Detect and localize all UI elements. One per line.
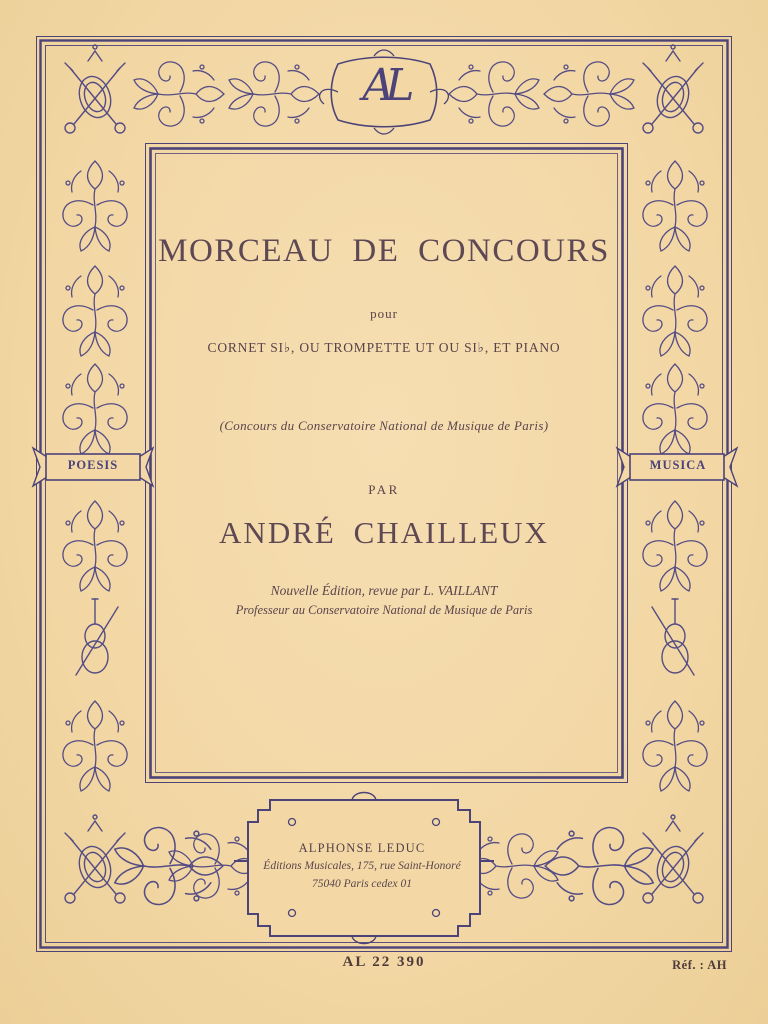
publisher-address-line2: 75040 Paris cedex 01 (312, 878, 412, 890)
publisher-name: ALPHONSE LEDUC (298, 841, 426, 855)
corner-trophy-icons (65, 45, 703, 903)
instrumentation-line: CORNET SI♭, OU TROMPETTE UT OU SI♭, ET PIANO (207, 340, 561, 355)
banner-poesis-label: POESIS (67, 458, 119, 472)
edition-note: Nouvelle Édition, revue par L. VAILLANT (270, 583, 498, 598)
par-label: PAR (368, 482, 400, 497)
contest-note: (Concours du Conservatoire National de Musique de Paris) (219, 418, 549, 433)
banner-musica-label: MUSICA (649, 458, 707, 472)
publisher-address-line1: Éditions Musicales, 175, rue Saint-Honoré (263, 860, 461, 872)
plate-number: AL 22 390 (342, 954, 426, 970)
composer-name: ANDRÉ CHAILLEUX (219, 515, 549, 550)
reference-code: Réf. : AH (672, 958, 727, 972)
editor-title-line: Professeur au Conservatoire National de Musique de Paris (235, 603, 533, 617)
work-title: MORCEAU DE CONCOURS (158, 233, 610, 269)
pour-label: pour (370, 306, 398, 321)
publisher-monogram: AL (362, 60, 406, 111)
